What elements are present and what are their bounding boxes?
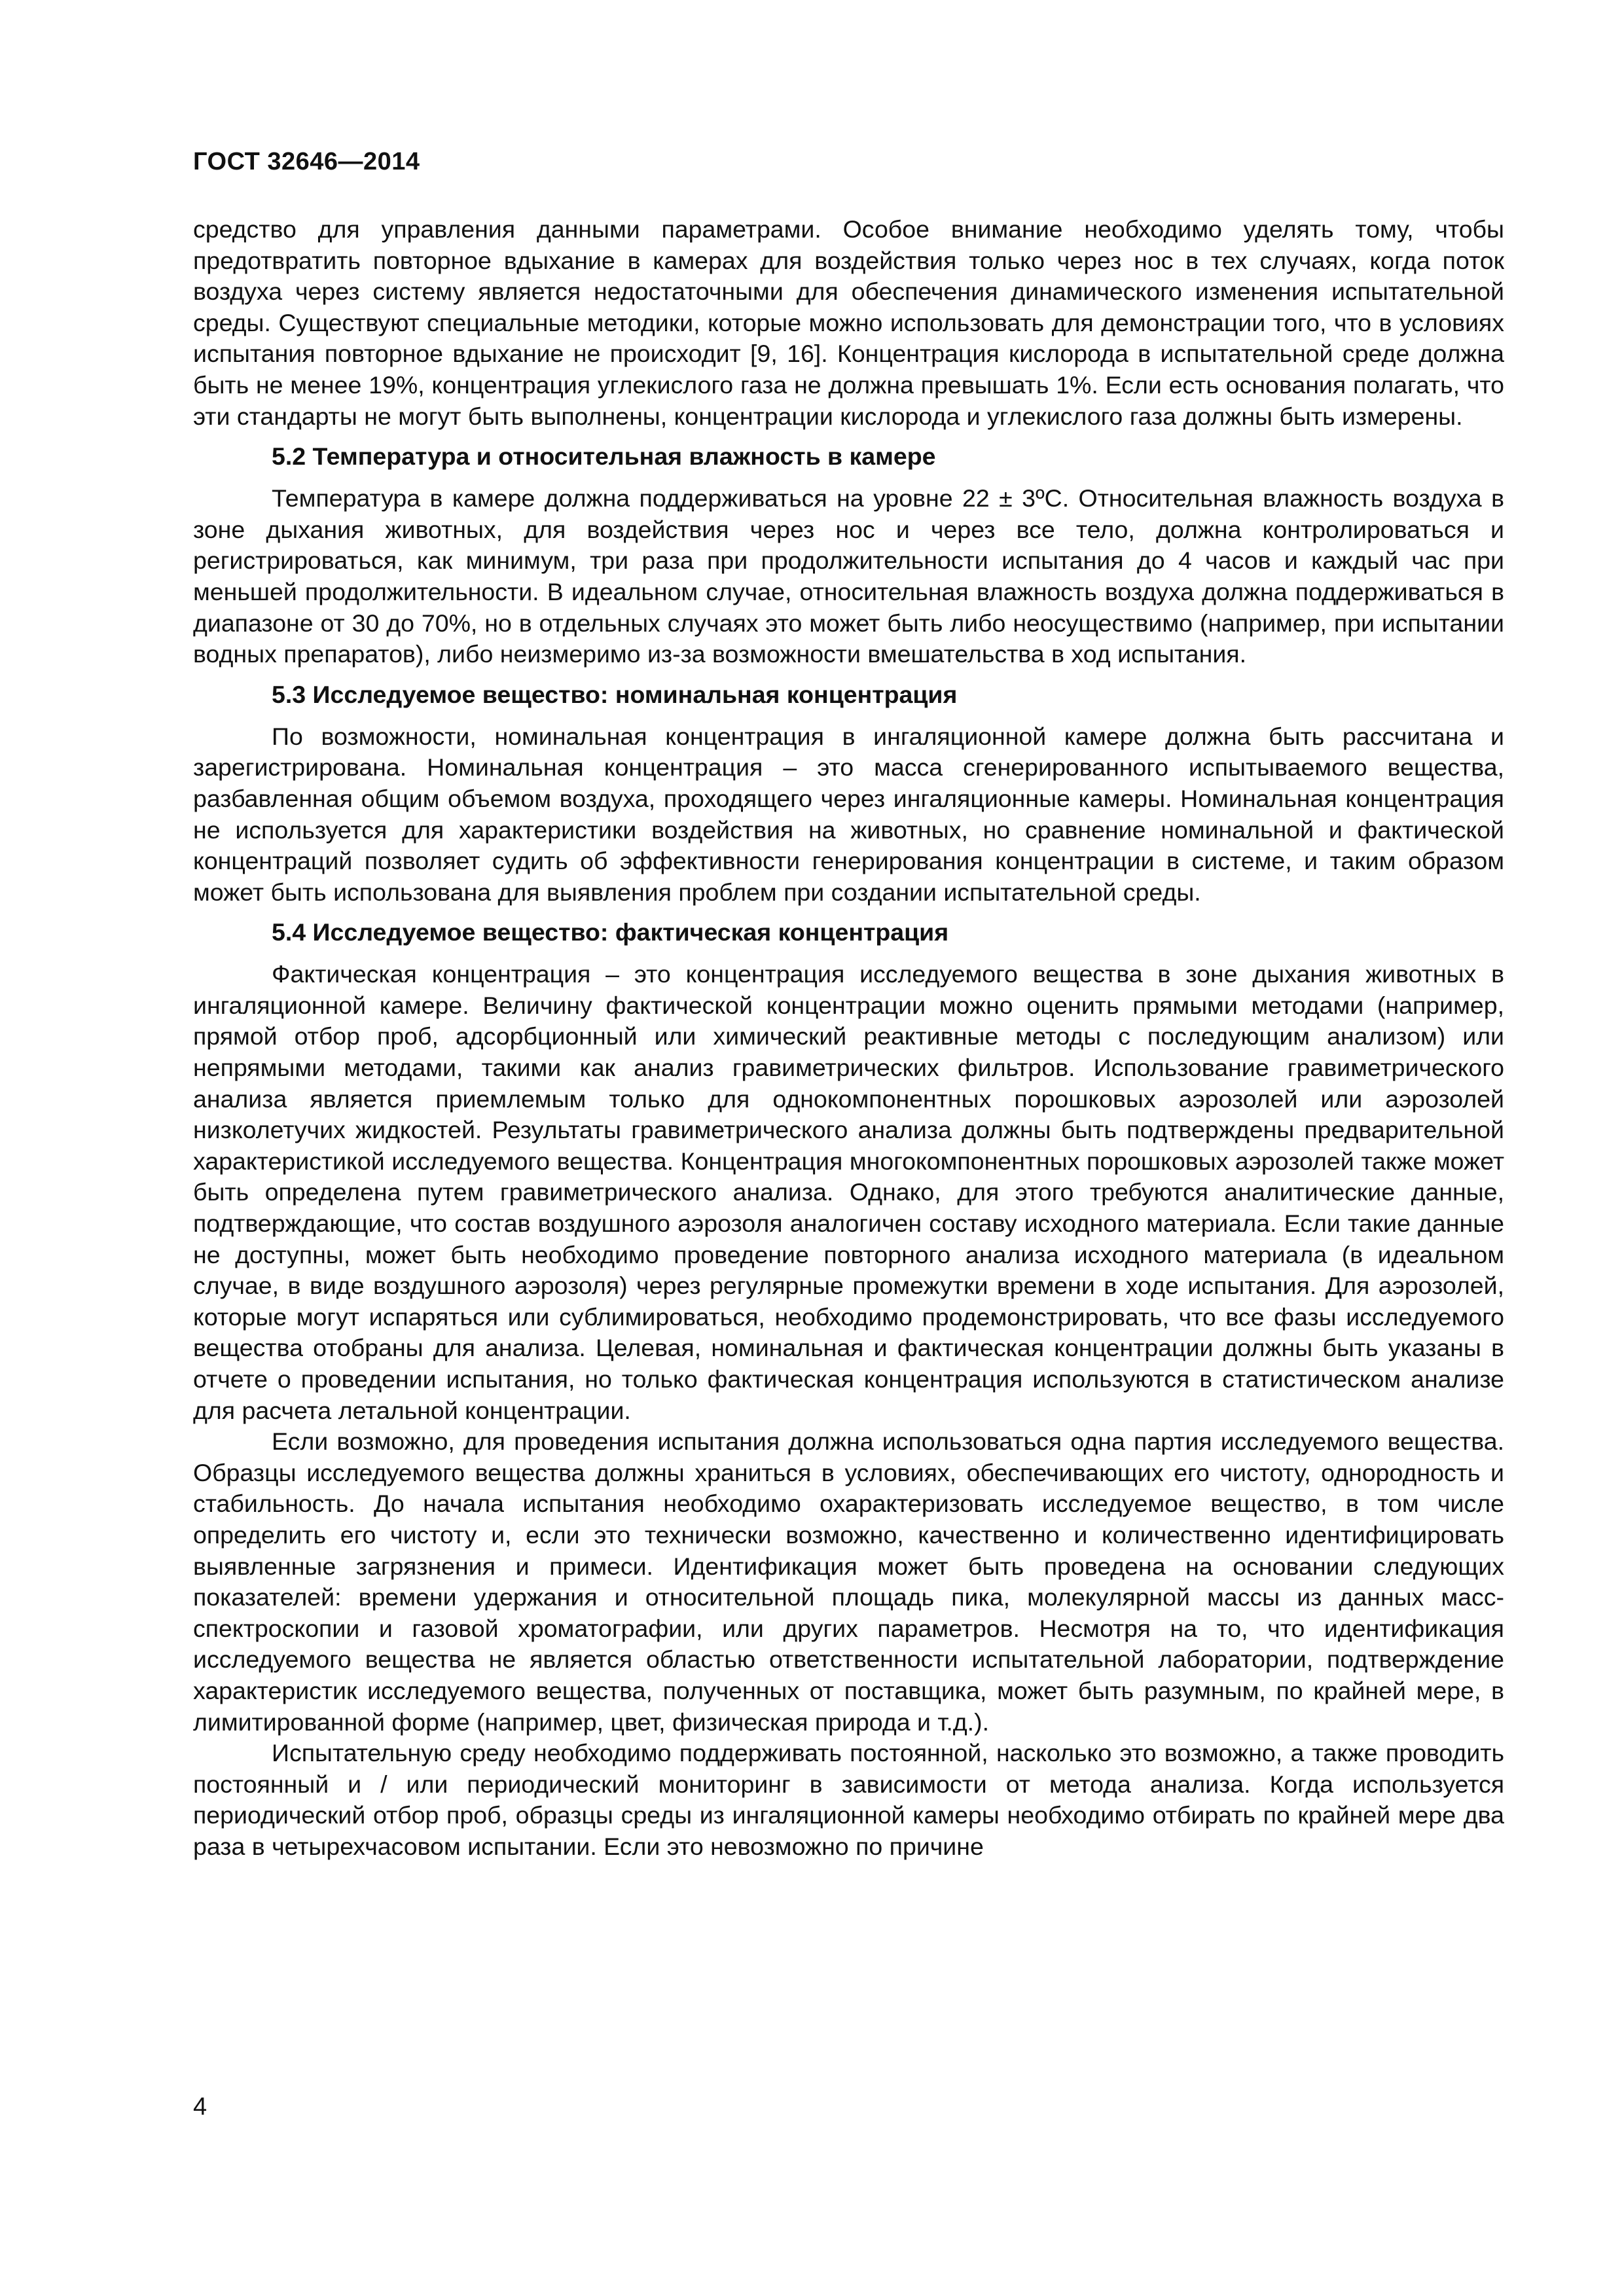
- section-heading-5-3: 5.3 Исследуемое вещество: номинальная концентрация: [272, 680, 958, 708]
- page-number: 4: [193, 2093, 208, 2121]
- paragraph-5-2: Температура в камере должна поддерживаться на уровне 22 ± 3ºС. Относительная влажность воздуха в зоне дыхания животных, для воздействия через нос и через все тело, должна контролироваться и регистрироваться, как минимум, три раза при продолжительности испытания до 4 часов и каждый час при меньшей продолжительности. В идеальном случае, относительная влажность воздуха должна поддерживаться в диапазоне от 30 до 70%, но в отдельных случаях это может быть либо неосуществимо (например, при испытании водных препаратов), либо неизмеримо из-за возможности вмешательства в ход испытания.: [193, 484, 1504, 668]
- paragraph-continuation: средство для управления данными параметрами. Особое внимание необходимо уделять тому, чтобы предотвратить повторное вдыхание в камерах для воздействия только через нос в тех случаях, когда поток воздуха через систему является недостаточными для обеспечения динамического изменения испытательной среды. Существуют специальные методики, которые можно использовать для демонстрации того, что в условиях испытания повторное вдыхание не происходит [9, 16]. Концентрация кислорода в испытательной среде должна быть не менее 19%, концентрация углекислого газа не должна превышать 1%. Если есть основания полагать, что эти стандарты не могут быть выполнены, концентрации кислорода и углекислого газа должны быть измерены.: [193, 215, 1504, 430]
- paragraph-5-4-a: Фактическая концентрация – это концентрация исследуемого вещества в зоне дыхания животных в ингаляционной камере. Величину фактической концентрации можно оценить прямыми методами (например, прямой отбор проб, адсорбционный или химический реактивные методы с последующим анализом) или непрямыми методами, такими как анализ гравиметрических фильтров. Использование гравиметрического анализа является приемлемым только для однокомпонентных порошковых аэрозолей или аэрозолей низколетучих жидкостей. Результаты гравиметрического анализа должны быть подтверждены предварительной характеристикой исследуемого вещества. Концентрация многокомпонентных порошковых аэрозолей также может быть определена путем гравиметрического анализа. Однако, для этого требуются аналитические данные, подтверждающие, что состав воздушного аэрозоля аналогичен составу исходного материала. Если такие данные не доступны, может быть необходимо проведение повторного анализа исходного материала (в идеальном случае, в виде воздушного аэрозоля) через регулярные промежутки времени в ходе испытания. Для аэрозолей, которые могут испаряться или сублимироваться, необходимо продемонстрировать, что все фазы исследуемого вещества отобраны для анализа. Целевая, номинальная и фактическая концентрации должны быть указаны в отчете о проведении испытания, но только фактическая концентрация используются в статистическом анализе для расчета летальной концентрации.: [193, 960, 1504, 1424]
- paragraph-5-4-b: Если возможно, для проведения испытания должна использоваться одна партия исследуемого вещества. Образцы исследуемого вещества должны храниться в условиях, обеспечивающих его чистоту, однородность и стабильность. До начала испытания необходимо охарактеризовать исследуемое вещество, в том числе определить его чистоту и, если это технически возможно, качественно и количественно идентифицировать выявленные загрязнения и примеси. Идентификация может быть проведена на основании следующих показателей: времени удержания и относительной площадь пика, молекулярной массы из данных масс-спектроскопии и газовой хроматографии, или других параметров. Несмотря на то, что идентификация исследуемого вещества не является областью ответственности испытательной лаборатории, подтверждение характеристик исследуемого вещества, полученных от поставщика, может быть разумным, по крайней мере, в лимитированной форме (например, цвет, физическая природа и т.д.).: [193, 1427, 1504, 1736]
- paragraph-5-4-c: Испытательную среду необходимо поддерживать постоянной, насколько это возможно, а также проводить постоянный и / или периодический мониторинг в зависимости от метода анализа. Когда используется периодический отбор проб, образцы среды из ингаляционной камеры необходимо отбирать по крайней мере два раза в четырехчасовом испытании. Если это невозможно по причине: [193, 1739, 1504, 1860]
- document-header: ГОСТ 32646—2014: [193, 148, 420, 175]
- section-heading-5-2: 5.2 Температура и относительная влажность в камере: [272, 442, 936, 471]
- section-heading-5-4: 5.4 Исследуемое вещество: фактическая концентрация: [272, 918, 949, 946]
- document-body: [193, 214, 1504, 1863]
- paragraph-5-3: По возможности, номинальная концентрация в ингаляционной камере должна быть рассчитана и зарегистрирована. Номинальная концентрация – это масса сгенерированного испытываемого вещества, разбавленная общим объемом воздуха, проходящего через ингаляционные камеры. Номинальная концентрация не используется для характеристики воздействия на животных, но сравнение номинальной и фактической концентраций позволяет судить об эффективности генерирования концентрации в системе, и таким образом может быть использована для выявления проблем при создании испытательной среды.: [193, 722, 1504, 906]
